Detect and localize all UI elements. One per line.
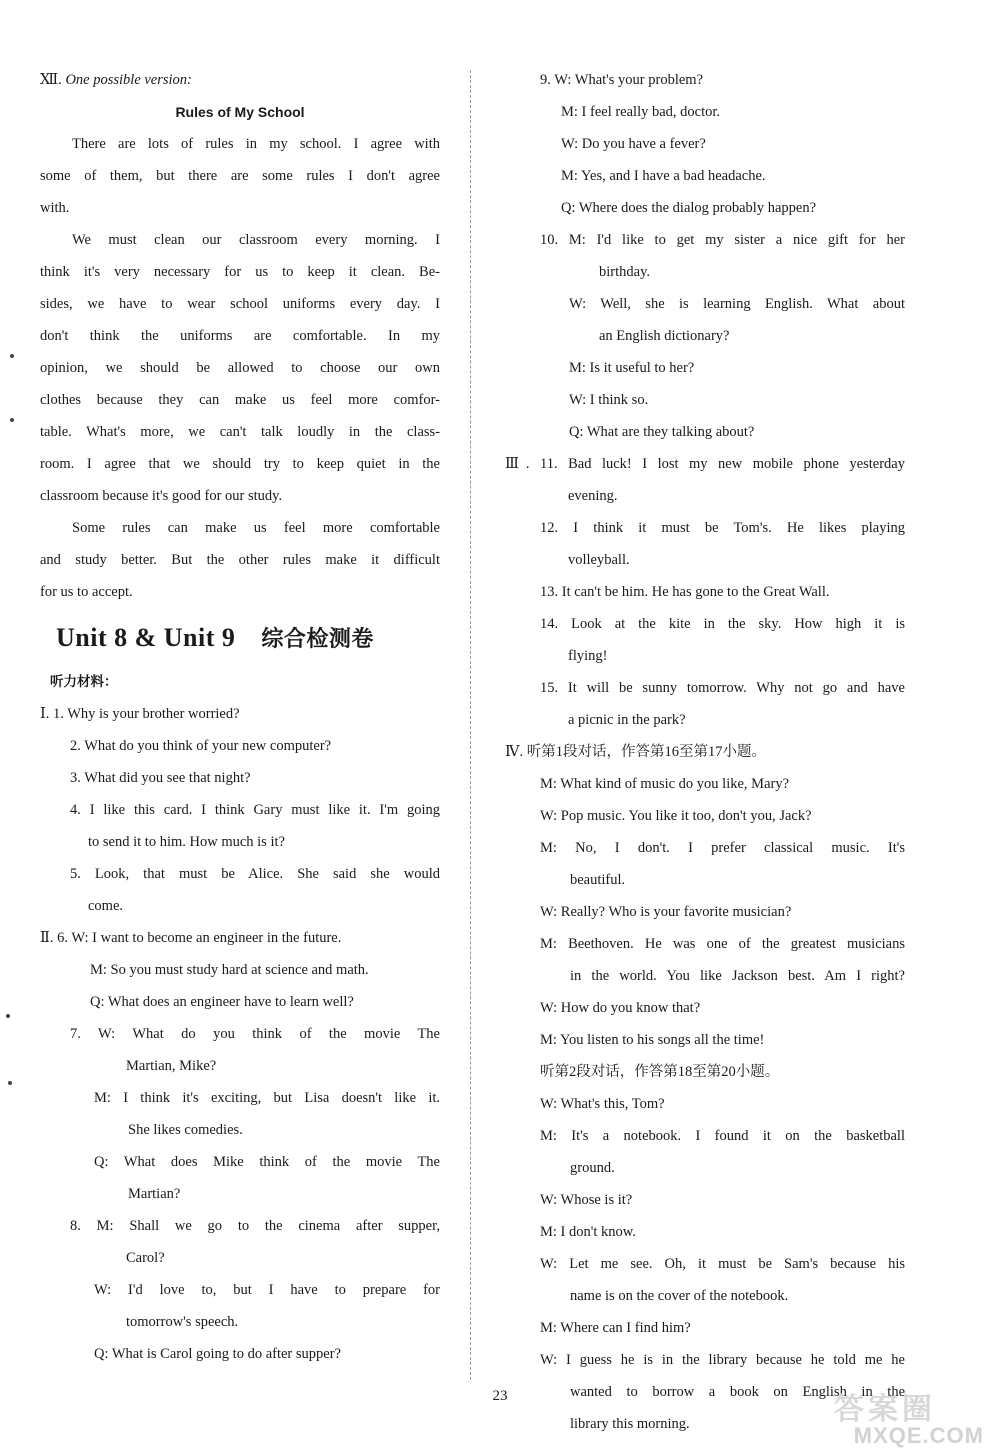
essay-line: opinion, we should be allowed to choose our own — [40, 360, 440, 376]
transcript-line: Martian, Mike? — [126, 1058, 217, 1074]
transcript-line: tomorrow's speech. — [126, 1314, 239, 1330]
transcript-line: Carol? — [126, 1250, 165, 1266]
transcript-line: 14. Look at the kite in the sky. How high it is — [540, 616, 905, 632]
transcript-line: birthday. — [599, 264, 651, 280]
transcript-line: Q: What is Carol going to do after supper? — [94, 1346, 341, 1362]
transcript-line: W: I guess he is in the library because he told me he — [540, 1352, 905, 1368]
essay-line: classroom because it's good for our study. — [40, 488, 283, 504]
transcript-line: to send it to him. How much is it? — [88, 834, 285, 850]
transcript-line: M: So you must study hard at science and math. — [90, 962, 369, 978]
transcript-line: 10. M: I'd like to get my sister a nice gift for her — [540, 232, 905, 248]
margin-mark — [10, 354, 14, 358]
transcript-line: M: You listen to his songs all the time! — [540, 1032, 765, 1048]
essay-line: table. What's more, we can't talk loudly in the class- — [40, 424, 440, 440]
essay-line: We must clean our classroom every morning. I — [72, 232, 440, 248]
essay-header — [40, 64, 440, 96]
transcript-line: W: What's this, Tom? — [540, 1096, 665, 1112]
transcript-line: in the world. You like Jackson best. Am I right? — [570, 968, 905, 984]
essay-line: clothes because they can make us feel more comfor- — [40, 392, 440, 408]
transcript-line: M: Yes, and I have a bad headache. — [561, 168, 766, 184]
watermark-bottom: MXQE.COM — [853, 1423, 984, 1448]
essay-header-label: One possible version: — [65, 72, 192, 88]
essay-body — [40, 128, 440, 608]
right-column — [505, 64, 905, 1440]
transcript-line: library this morning. — [570, 1416, 690, 1432]
essay-line: room. I agree that we should try to keep quiet in the — [40, 456, 440, 472]
transcript-line: 2. What do you think of your new computer? — [70, 738, 332, 754]
unit-heading — [56, 618, 440, 660]
transcript-line: M: I don't know. — [540, 1224, 636, 1240]
unit-heading-en: Unit 8 & Unit 9 — [56, 623, 236, 652]
transcript-line: Ⅲ. 11. Bad luck! I lost my new mobile phone yesterday — [505, 456, 905, 472]
transcript-line: beautiful. — [570, 872, 626, 888]
essay-title: Rules of My School — [175, 104, 305, 120]
margin-mark — [8, 1081, 12, 1085]
transcript-line: 3. What did you see that night? — [70, 770, 251, 786]
transcript-line: M: Where can I find him? — [540, 1320, 691, 1336]
transcript-line: ground. — [570, 1160, 615, 1176]
essay-line: sides, we have to wear school uniforms every day. I — [40, 296, 440, 312]
transcript-line: 4. I like this card. I think Gary must like it. I'm going — [70, 802, 440, 818]
unit-heading-cn: 综合检测卷 — [261, 627, 374, 652]
transcript-line: 9. W: What's your problem? — [540, 72, 704, 88]
transcript-line: M: Is it useful to her? — [569, 360, 695, 376]
transcript-line: M: I think it's exciting, but Lisa doesn't like it. — [94, 1090, 440, 1106]
essay-line: think it's very necessary for us to keep it clean. Be- — [40, 264, 440, 280]
transcript-line: W: Do you have a fever? — [561, 136, 706, 152]
transcript-line: 8. M: Shall we go to the cinema after supper, — [70, 1218, 440, 1234]
transcript-line: M: Beethoven. He was one of the greatest musicians — [540, 936, 905, 952]
transcript-line: She likes comedies. — [128, 1122, 243, 1138]
transcript-line: W: Pop music. You like it too, don't you, Jack? — [540, 808, 812, 824]
transcript-line: Q: What does Mike think of the movie The — [94, 1154, 440, 1170]
transcript-line: Ⅱ. 6. W: I want to become an engineer in the future. — [40, 930, 342, 946]
transcript-line: M: It's a notebook. I found it on the basketball — [540, 1128, 905, 1144]
transcript-line: an English dictionary? — [599, 328, 730, 344]
essay-header-number: Ⅻ. — [40, 72, 66, 88]
transcript-line: flying! — [568, 648, 608, 664]
page-number: 23 — [492, 1388, 508, 1404]
transcript-line: a picnic in the park? — [568, 712, 686, 728]
transcript-line: W: Really? Who is your favorite musician? — [540, 904, 792, 920]
essay-line: some of them, but there are some rules I don't agree — [40, 168, 440, 184]
transcript-line: 听第2段对话，作答第18至第20小题。 — [540, 1064, 780, 1080]
margin-mark — [10, 418, 14, 422]
essay-line: and study better. But the other rules make it difficult — [40, 552, 440, 568]
essay-line: for us to accept. — [40, 584, 133, 600]
transcript-line: 13. It can't be him. He has gone to the Great Wall. — [540, 584, 830, 600]
listening-right-body — [505, 64, 905, 1440]
transcript-line: 12. I think it must be Tom's. He likes playing — [540, 520, 905, 536]
transcript-line: Ⅳ. 听第1段对话，作答第16至第17小题。 — [505, 744, 766, 760]
transcript-line: Martian? — [128, 1186, 181, 1202]
essay-line: don't think the uniforms are comfortable. In my — [40, 328, 440, 344]
column-divider — [470, 70, 471, 1380]
transcript-line: W: Whose is it? — [540, 1192, 633, 1208]
transcript-line: 5. Look, that must be Alice. She said she would — [70, 866, 440, 882]
transcript-line: 7. W: What do you think of the movie The — [70, 1026, 440, 1042]
transcript-line: 15. It will be sunny tomorrow. Why not go and have — [540, 680, 905, 696]
essay-line: There are lots of rules in my school. I agree with — [72, 136, 440, 152]
essay-line: Some rules can make us feel more comfortable — [72, 520, 440, 536]
listening-left-body — [40, 698, 440, 1370]
transcript-line: come. — [88, 898, 124, 914]
transcript-line: volleyball. — [568, 552, 630, 568]
transcript-line: wanted to borrow a book on English in the — [570, 1384, 905, 1400]
transcript-line: W: Well, she is learning English. What about — [569, 296, 905, 312]
margin-mark — [6, 1014, 10, 1018]
transcript-line: Q: What does an engineer have to learn well? — [90, 994, 354, 1010]
transcript-line: evening. — [568, 488, 618, 504]
left-column — [40, 64, 440, 1370]
transcript-line: M: No, I don't. I prefer classical music. It's — [540, 840, 905, 856]
transcript-line: M: What kind of music do you like, Mary? — [540, 776, 790, 792]
transcript-line: Ⅰ. 1. Why is your brother worried? — [40, 706, 240, 722]
watermark-top: 答案圈 — [834, 1392, 936, 1427]
transcript-line: Q: Where does the dialog probably happen? — [561, 200, 817, 216]
transcript-line: W: How do you know that? — [540, 1000, 701, 1016]
transcript-line: Q: What are they talking about? — [569, 424, 755, 440]
transcript-line: W: Let me see. Oh, it must be Sam's because his — [540, 1256, 905, 1272]
transcript-line: W: I'd love to, but I have to prepare for — [94, 1282, 440, 1298]
essay-line: with. — [40, 200, 70, 216]
watermark-logo — [834, 1392, 984, 1448]
transcript-line: W: I think so. — [569, 392, 649, 408]
transcript-line: name is on the cover of the notebook. — [570, 1288, 789, 1304]
transcript-line: M: I feel really bad, doctor. — [561, 104, 721, 120]
listening-label: 听力材料： — [50, 674, 118, 690]
